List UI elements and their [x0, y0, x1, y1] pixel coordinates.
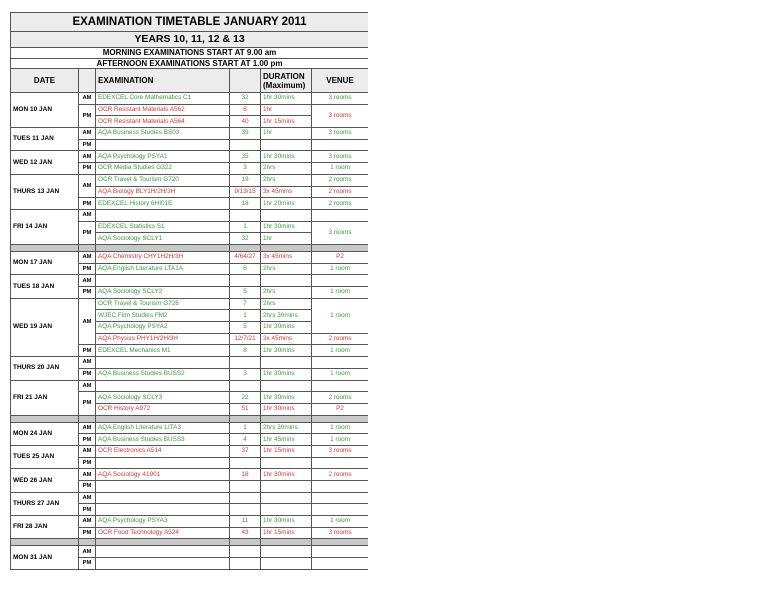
- col-header-venue: VENUE: [312, 69, 369, 93]
- exam-venue: 1 room: [312, 434, 369, 446]
- exam-duration: 1hr 15mins: [261, 527, 312, 539]
- week-separator: [11, 244, 369, 251]
- paper-count: 22: [230, 392, 261, 404]
- exam-duration: [261, 357, 312, 369]
- session-period: AM: [79, 174, 96, 197]
- table-row: [11, 516, 369, 528]
- exam-date: THURS 27 JAN: [11, 492, 79, 515]
- separator-cell: [230, 539, 261, 546]
- exam-name: EDEXCEL Statistics S1: [96, 221, 230, 233]
- paper-count: 1: [230, 221, 261, 233]
- session-period: PM: [79, 139, 96, 151]
- session-period: AM: [79, 251, 96, 263]
- separator-cell: [261, 415, 312, 422]
- exam-venue: [312, 558, 369, 570]
- exam-name: AQA Business Studies BUSS3: [96, 434, 230, 446]
- separator-cell: [230, 244, 261, 251]
- paper-count: 18: [230, 469, 261, 481]
- session-period: AM: [79, 516, 96, 528]
- paper-count: 12/7/21: [230, 333, 261, 345]
- exam-duration: 3x 45mins: [261, 251, 312, 263]
- exam-duration: 1hr 30mins: [261, 403, 312, 415]
- session-period: AM: [79, 492, 96, 504]
- session-period: AM: [79, 93, 96, 105]
- session-period: PM: [79, 457, 96, 469]
- exam-venue: 2 rooms: [312, 174, 369, 186]
- paper-count: [230, 357, 261, 369]
- exam-date: WED 12 JAN: [11, 151, 79, 174]
- exam-venue: [312, 275, 369, 287]
- exam-name: [96, 492, 230, 504]
- table-row: [11, 128, 369, 140]
- exam-name: AQA Physics PHY1H/2H/3H: [96, 333, 230, 345]
- exam-name: AQA Chemistry CHY1H2H/3H: [96, 251, 230, 263]
- exam-venue: [312, 357, 369, 369]
- paper-count: [230, 457, 261, 469]
- table-row: [11, 209, 369, 221]
- table-row: [11, 422, 369, 434]
- exam-venue: 3 rooms: [312, 128, 369, 140]
- session-period: PM: [79, 434, 96, 446]
- col-header-papers: [230, 69, 261, 93]
- session-period: AM: [79, 298, 96, 345]
- exam-duration: 3x 45mins: [261, 186, 312, 198]
- exam-name: OCR Resistant Materials A564: [96, 116, 230, 128]
- paper-count: 43: [230, 527, 261, 539]
- exam-duration: 2hrs: [261, 174, 312, 186]
- exam-date: MON 24 JAN: [11, 422, 79, 445]
- exam-date: MON 31 JAN: [11, 546, 79, 569]
- exam-date: TUES 25 JAN: [11, 445, 79, 468]
- separator-cell: [79, 244, 96, 251]
- exam-name: EDEXCEL Mechanics M1: [96, 345, 230, 357]
- exam-venue: [312, 457, 369, 469]
- exam-name: AQA English Literature LITA3: [96, 422, 230, 434]
- exam-venue: 1 room: [312, 163, 369, 175]
- paper-count: 9/13/15: [230, 186, 261, 198]
- exam-name: OCR Food Technology A524: [96, 527, 230, 539]
- session-period: AM: [79, 422, 96, 434]
- exam-duration: 2hrs: [261, 263, 312, 275]
- paper-count: [230, 481, 261, 493]
- exam-name: OCR Travel & Tourism G720: [96, 174, 230, 186]
- exam-name: [96, 546, 230, 558]
- exam-duration: [261, 275, 312, 287]
- exam-venue: P2: [312, 403, 369, 415]
- exam-venue: 1 room: [312, 422, 369, 434]
- exam-name: AQA English Literature LTA1A: [96, 263, 230, 275]
- session-period: AM: [79, 380, 96, 392]
- exam-duration: [261, 546, 312, 558]
- paper-count: [230, 492, 261, 504]
- paper-count: 11: [230, 516, 261, 528]
- table-row: [11, 151, 369, 163]
- exam-date: FRI 21 JAN: [11, 380, 79, 415]
- session-period: AM: [79, 209, 96, 221]
- exam-duration: [261, 209, 312, 221]
- exam-date: THURS 20 JAN: [11, 357, 79, 380]
- exam-name: OCR Electronics A514: [96, 445, 230, 457]
- exam-duration: [261, 457, 312, 469]
- session-period: AM: [79, 275, 96, 287]
- exam-date: TUES 18 JAN: [11, 275, 79, 298]
- exam-name: AQA Business Studies BS03: [96, 128, 230, 140]
- exam-venue: [312, 139, 369, 151]
- exam-name: [96, 139, 230, 151]
- separator-cell: [96, 539, 230, 546]
- exam-venue: [312, 380, 369, 392]
- exam-venue: [312, 209, 369, 221]
- exam-venue: 1 room: [312, 516, 369, 528]
- exam-duration: 1hr: [261, 104, 312, 116]
- exam-name: [96, 380, 230, 392]
- exam-venue: 1 room: [312, 263, 369, 275]
- paper-count: 6: [230, 104, 261, 116]
- paper-count: 7: [230, 298, 261, 310]
- exam-duration: [261, 139, 312, 151]
- table-row: [11, 251, 369, 263]
- exam-name: [96, 275, 230, 287]
- afternoon-start-note: AFTERNOON EXAMINATIONS START AT 1.00 pm: [11, 58, 369, 69]
- session-period: PM: [79, 221, 96, 244]
- exam-duration: [261, 492, 312, 504]
- exam-venue: [312, 504, 369, 516]
- exam-date: MON 10 JAN: [11, 93, 79, 128]
- exam-date: FRI 14 JAN: [11, 209, 79, 244]
- exam-duration: 1hr 45mins: [261, 434, 312, 446]
- session-period: PM: [79, 392, 96, 415]
- morning-start-note: MORNING EXAMINATIONS START AT 9.00 am: [11, 48, 369, 59]
- paper-count: 5: [230, 287, 261, 299]
- exam-name: EDEXCEL History 6HI01E: [96, 198, 230, 210]
- paper-count: 1: [230, 310, 261, 322]
- separator-cell: [11, 539, 79, 546]
- exam-duration: 1hr 30mins: [261, 221, 312, 233]
- session-period: PM: [79, 368, 96, 380]
- session-period: PM: [79, 104, 96, 127]
- exam-date: WED 26 JAN: [11, 469, 79, 492]
- paper-count: [230, 380, 261, 392]
- paper-count: 3: [230, 163, 261, 175]
- paper-count: 35: [230, 151, 261, 163]
- table-row: [11, 469, 369, 481]
- exam-duration: 1hr 30mins: [261, 151, 312, 163]
- paper-count: 37: [230, 445, 261, 457]
- exam-name: OCR History A972: [96, 403, 230, 415]
- exam-name: OCR Media Studies G322: [96, 163, 230, 175]
- exam-duration: 2hrs: [261, 163, 312, 175]
- exam-venue: 3 rooms: [312, 151, 369, 163]
- exam-duration: 1hr 30mins: [261, 469, 312, 481]
- exam-duration: 1hr 30mins: [261, 322, 312, 334]
- exam-duration: 1hr 30mins: [261, 93, 312, 105]
- exam-timetable: [10, 12, 368, 570]
- exam-name: [96, 457, 230, 469]
- table-row: [11, 93, 369, 105]
- exam-venue: 3 rooms: [312, 445, 369, 457]
- col-header-period: [79, 69, 96, 93]
- exam-venue: 2 rooms: [312, 198, 369, 210]
- exam-name: AQA Biology BLY1H/2H/3H: [96, 186, 230, 198]
- paper-count: 39: [230, 128, 261, 140]
- table-row: [11, 445, 369, 457]
- exam-venue: P2: [312, 251, 369, 263]
- exam-venue: [312, 481, 369, 493]
- exam-name: WJEC Film Studies FM2: [96, 310, 230, 322]
- separator-cell: [312, 415, 369, 422]
- session-period: AM: [79, 445, 96, 457]
- exam-name: EDEXCEL Core Mathematics C1: [96, 93, 230, 105]
- session-period: PM: [79, 163, 96, 175]
- exam-date: THURS 13 JAN: [11, 174, 79, 209]
- exam-venue: [312, 546, 369, 558]
- session-period: PM: [79, 345, 96, 357]
- session-period: AM: [79, 151, 96, 163]
- separator-cell: [312, 539, 369, 546]
- exam-venue: 1 room: [312, 345, 369, 357]
- exam-name: OCR Travel & Tourism G728: [96, 298, 230, 310]
- exam-name: AQA Psychology PSYA2: [96, 322, 230, 334]
- table-row: [11, 275, 369, 287]
- session-period: PM: [79, 527, 96, 539]
- exam-duration: [261, 380, 312, 392]
- exam-date: WED 19 JAN: [11, 298, 79, 356]
- exam-date: TUES 11 JAN: [11, 128, 79, 151]
- exam-name: [96, 481, 230, 493]
- paper-count: 40: [230, 116, 261, 128]
- paper-count: [230, 139, 261, 151]
- exam-venue: [312, 492, 369, 504]
- exam-name: AQA Sociology SCLY1: [96, 233, 230, 245]
- paper-count: [230, 504, 261, 516]
- exam-duration: 1hr 30mins: [261, 345, 312, 357]
- exam-name: AQA Sociology 41901: [96, 469, 230, 481]
- separator-cell: [96, 244, 230, 251]
- session-period: PM: [79, 287, 96, 299]
- exam-venue: 3 rooms: [312, 93, 369, 105]
- session-period: PM: [79, 481, 96, 493]
- exam-venue: 2 rooms: [312, 186, 369, 198]
- exam-venue: 2 rooms: [312, 333, 369, 345]
- paper-count: 32: [230, 93, 261, 105]
- exam-duration: 1hr 30mins: [261, 392, 312, 404]
- session-period: PM: [79, 263, 96, 275]
- session-period: AM: [79, 357, 96, 369]
- paper-count: 6: [230, 263, 261, 275]
- exam-date: MON 17 JAN: [11, 251, 79, 274]
- col-header-duration: DURATION (Maximum): [261, 69, 312, 93]
- exam-name: AQA Psychology PSYA1: [96, 151, 230, 163]
- exam-venue: 2 rooms: [312, 469, 369, 481]
- session-period: PM: [79, 558, 96, 570]
- exam-duration: 1hr: [261, 233, 312, 245]
- exam-duration: 2hrs 30mins: [261, 422, 312, 434]
- separator-cell: [11, 415, 79, 422]
- separator-cell: [79, 539, 96, 546]
- week-separator: [11, 415, 369, 422]
- table-row: [11, 380, 369, 392]
- exam-name: AQA Sociology SCLY2: [96, 287, 230, 299]
- separator-cell: [11, 244, 79, 251]
- exam-name: [96, 357, 230, 369]
- exam-venue: 1 room: [312, 298, 369, 333]
- exam-duration: 1hr: [261, 128, 312, 140]
- exam-duration: 2hrs: [261, 287, 312, 299]
- paper-count: 1: [230, 422, 261, 434]
- exam-duration: 1hr 30mins: [261, 368, 312, 380]
- session-period: PM: [79, 504, 96, 516]
- exam-name: [96, 209, 230, 221]
- exam-name: OCR Resistant Materials A562: [96, 104, 230, 116]
- paper-count: 4/64/27: [230, 251, 261, 263]
- exam-venue: 3 rooms: [312, 221, 369, 244]
- exam-duration: 2hrs 30mins: [261, 310, 312, 322]
- table-row: [11, 357, 369, 369]
- paper-count: 18: [230, 198, 261, 210]
- exam-duration: 1hr 15mins: [261, 445, 312, 457]
- paper-count: [230, 546, 261, 558]
- session-period: AM: [79, 469, 96, 481]
- separator-cell: [230, 415, 261, 422]
- exam-duration: 1hr 30mins: [261, 516, 312, 528]
- exam-duration: 1hr 15mins: [261, 116, 312, 128]
- exam-duration: 2hrs: [261, 298, 312, 310]
- session-period: AM: [79, 128, 96, 140]
- exam-venue: 3 rooms: [312, 104, 369, 127]
- col-header-examination: EXAMINATION: [96, 69, 230, 93]
- exam-duration: 1hr 20mins: [261, 198, 312, 210]
- table-row: [11, 492, 369, 504]
- exam-name: [96, 558, 230, 570]
- exam-duration: [261, 481, 312, 493]
- week-separator: [11, 539, 369, 546]
- separator-cell: [261, 539, 312, 546]
- exam-name: AQA Sociology SCLY3: [96, 392, 230, 404]
- timetable-sheet: [10, 12, 368, 576]
- exam-date: FRI 28 JAN: [11, 516, 79, 539]
- separator-cell: [261, 244, 312, 251]
- paper-count: [230, 209, 261, 221]
- paper-count: 51: [230, 403, 261, 415]
- exam-duration: [261, 504, 312, 516]
- exam-venue: 2 rooms: [312, 392, 369, 404]
- timetable-title: EXAMINATION TIMETABLE JANUARY 2011: [11, 13, 369, 32]
- exam-venue: 1 room: [312, 287, 369, 299]
- table-row: [11, 298, 369, 310]
- paper-count: 3: [230, 368, 261, 380]
- exam-venue: 3 rooms: [312, 527, 369, 539]
- exam-name: [96, 504, 230, 516]
- table-row: [11, 546, 369, 558]
- exam-duration: 3x 45mins: [261, 333, 312, 345]
- separator-cell: [312, 244, 369, 251]
- col-header-date: DATE: [11, 69, 79, 93]
- separator-cell: [79, 415, 96, 422]
- paper-count: 19: [230, 174, 261, 186]
- paper-count: 5: [230, 322, 261, 334]
- paper-count: 4: [230, 434, 261, 446]
- exam-venue: 1 room: [312, 368, 369, 380]
- year-groups: YEARS 10, 11, 12 & 13: [11, 32, 369, 48]
- paper-count: [230, 558, 261, 570]
- separator-cell: [96, 415, 230, 422]
- paper-count: 8: [230, 345, 261, 357]
- session-period: AM: [79, 546, 96, 558]
- paper-count: [230, 275, 261, 287]
- table-row: [11, 174, 369, 186]
- exam-duration: [261, 558, 312, 570]
- exam-name: AQA Psychology PSYA3: [96, 516, 230, 528]
- paper-count: 32: [230, 233, 261, 245]
- session-period: PM: [79, 198, 96, 210]
- exam-name: AQA Business Studies BUSS2: [96, 368, 230, 380]
